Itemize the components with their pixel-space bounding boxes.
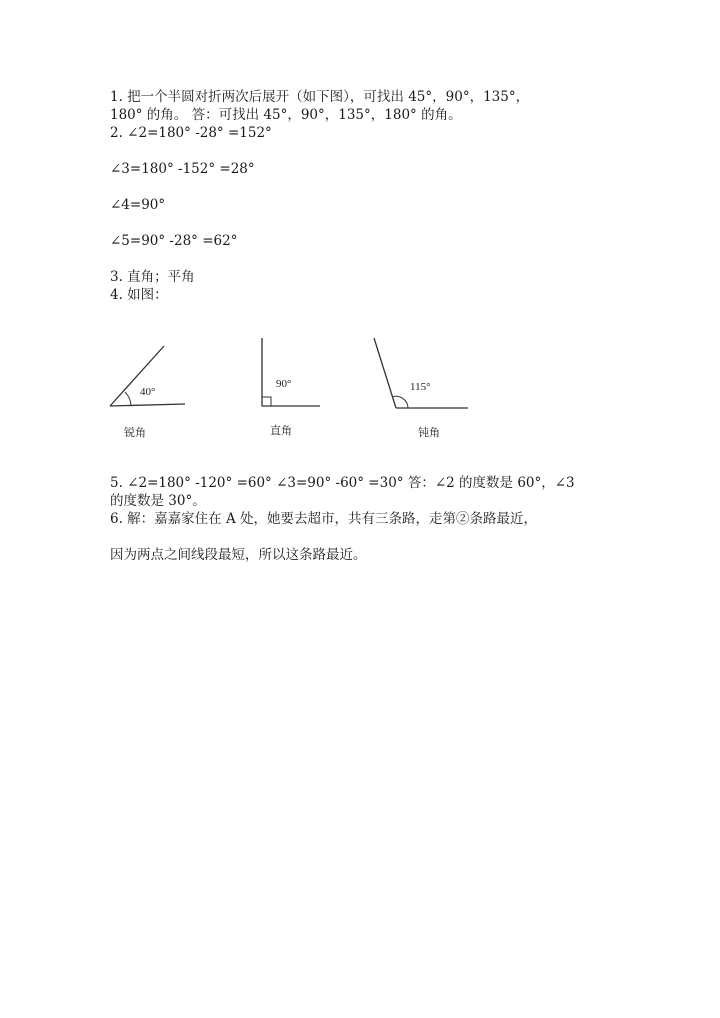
acute-degree-label: 40° — [140, 386, 156, 398]
acute-angle-arc — [125, 392, 131, 406]
q5-line-1: 5. ∠2=180° -120° =60° ∠3=90° -60° =30° 答：∠2 的度数是 60°，∠3 — [110, 475, 575, 491]
angle-figures — [100, 330, 500, 445]
right-angle-mark — [262, 397, 271, 406]
q6-line-1: 6. 解：嘉嘉家住在 A 处，她要去超市，共有三条路，走第②条路最近， — [110, 511, 538, 527]
q2-line-2: ∠3=180° -152° =28° — [110, 161, 255, 177]
acute-angle-slanted-ray — [110, 346, 164, 406]
q1-line-1: 1. 把一个半圆对折两次后展开（如下图），可找出 45°，90°，135°， — [110, 89, 530, 105]
obtuse-degree-label: 115° — [410, 381, 431, 393]
q3-answer: 3. 直角；平角 — [110, 269, 195, 285]
angle-diagram — [100, 330, 500, 445]
right-caption: 直角 — [270, 424, 292, 437]
right-angle-figure — [262, 338, 320, 437]
q2-line-1: 2. ∠2=180° -28° =152° — [110, 125, 272, 141]
obtuse-caption: 钝角 — [418, 426, 440, 439]
q1-line-2: 180° 的角。 答：可找出 45°，90°，135°，180° 的角。 — [110, 107, 462, 123]
q6-line-2: 因为两点之间线段最短，所以这条路最近。 — [110, 547, 367, 563]
q5-line-2: 的度数是 30°。 — [110, 493, 206, 509]
acute-caption: 锐角 — [124, 426, 146, 439]
obtuse-angle-figure — [374, 338, 468, 439]
acute-angle-base-ray — [110, 404, 185, 406]
right-degree-label: 90° — [276, 378, 292, 390]
obtuse-angle-slanted-ray — [374, 338, 396, 408]
acute-angle-figure — [110, 346, 185, 439]
q2-line-4: ∠5=90° -28° =62° — [110, 233, 238, 249]
q2-line-3: ∠4=90° — [110, 197, 166, 213]
q4-answer: 4. 如图： — [110, 287, 168, 303]
